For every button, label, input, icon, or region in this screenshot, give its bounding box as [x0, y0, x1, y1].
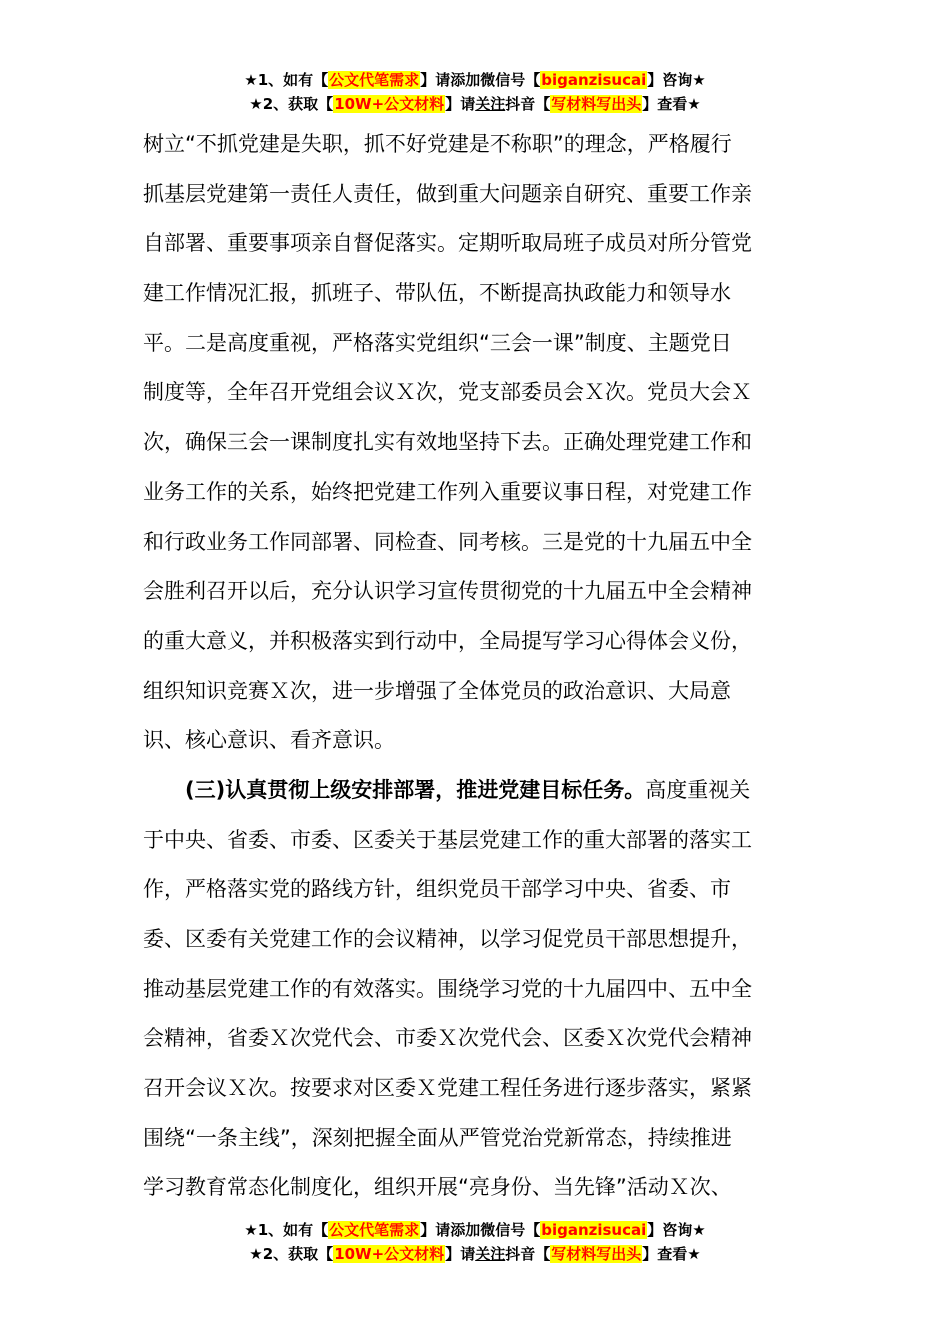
highlight-wechat-id: biganzisucai: [541, 1221, 647, 1239]
highlight-materials: 10W+公文材料: [334, 1245, 445, 1263]
body-line: 于中央、省委、市委、区委关于基层党建工作的重大部署的落实工: [143, 827, 752, 852]
body-line: 组织知识竞赛Ｘ次，进一步增强了全体党员的政治意识、大局意: [143, 678, 731, 703]
body-text: 高度重视关: [645, 777, 751, 802]
body-line: 平。二是高度重视，严格落实党组织“三会一课”制度、主题党日: [143, 330, 732, 355]
banner-text: 】请添加微信号【: [420, 71, 541, 89]
banner-line-1: [0, 1218, 950, 1242]
body-line: 学习教育常态化制度化，组织开展“亮身份、当先锋”活动Ｘ次、: [143, 1175, 732, 1200]
highlight-douyin: 写材料写出头: [551, 1245, 642, 1263]
section-3-first-line: [143, 766, 811, 816]
body-line: 作，严格落实党的路线方针，组织党员干部学习中央、省委、市: [143, 877, 731, 902]
banner-text: 】查看★: [642, 95, 701, 113]
banner-text: 】咨询★: [647, 1221, 706, 1239]
body-line: 围绕“一条主线”，深刻把握全面从严管党治党新常态，持续推进: [143, 1125, 732, 1150]
banner-text: 抖音【: [505, 1245, 551, 1263]
body-line: 建工作情况汇报，抓班子、带队伍，不断提高执政能力和领导水: [143, 281, 731, 306]
body-line: 业务工作的关系，始终把党建工作列入重要议事日程，对党建工作: [143, 479, 752, 504]
banner-text: ★1、如有【: [244, 1221, 329, 1239]
banner-text: 抖音【: [505, 95, 551, 113]
body-line: 抓基层党建第一责任人责任，做到重大问题亲自研究、重要工作亲: [143, 181, 752, 206]
highlight-service: 公文代笔需求: [329, 1221, 420, 1239]
body-line: 和行政业务工作同部署、同检查、同考核。三是党的十九届五中全: [143, 529, 752, 554]
banner-underline: 关注: [475, 1245, 506, 1263]
highlight-materials: 10W+公文材料: [334, 95, 445, 113]
body-line: 制度等，全年召开党组会议Ｘ次，党支部委员会Ｘ次。党员大会Ｘ: [143, 380, 752, 405]
body-line: 会精神，省委Ｘ次党代会、市委Ｘ次党代会、区委Ｘ次党代会精神: [143, 1026, 752, 1051]
body-line: 推动基层党建工作的有效落实。围绕学习党的十九届四中、五中全: [143, 976, 752, 1001]
banner-text: ★2、获取【: [249, 95, 334, 113]
body-line: 自部署、重要事项亲自督促落实。定期听取局班子成员对所分管党: [143, 231, 752, 256]
banner-text: 】查看★: [642, 1245, 701, 1263]
banner-text: ★2、获取【: [249, 1245, 334, 1263]
highlight-service: 公文代笔需求: [329, 71, 420, 89]
banner-text: 】请: [445, 95, 476, 113]
banner-line-1: [0, 68, 950, 92]
banner-underline: 关注: [475, 95, 506, 113]
body-line: 委、区委有关党建工作的会议精神，以学习促党员干部思想提升，: [143, 927, 752, 951]
highlight-douyin: 写材料写出头: [551, 95, 642, 113]
bottom-banner: [0, 1218, 950, 1266]
document-body: [143, 120, 811, 1213]
body-line: 树立“不抓党建是失职，抓不好党建是不称职”的理念，严格履行: [143, 132, 732, 156]
top-banner: [0, 68, 950, 116]
highlight-wechat-id: biganzisucai: [541, 71, 647, 89]
body-line: 次，确保三会一课制度扎实有效地坚持下去。正确处理党建工作和: [143, 430, 752, 455]
banner-text: 】请: [445, 1245, 476, 1263]
section-3-heading: (三)认真贯彻上级安排部署，推进党建目标任务。: [185, 777, 646, 802]
banner-line-2: [0, 1242, 950, 1266]
banner-line-2: [0, 92, 950, 116]
banner-text: ★1、如有【: [244, 71, 329, 89]
banner-text: 】咨询★: [647, 71, 706, 89]
body-line: 会胜利召开以后，充分认识学习宣传贯彻党的十九届五中全会精神: [143, 579, 752, 604]
banner-text: 】请添加微信号【: [420, 1221, 541, 1239]
body-line: 识、核心意识、看齐意识。: [143, 728, 395, 753]
body-line: 召开会议Ｘ次。按要求对区委Ｘ党建工程任务进行逐步落实，紧紧: [143, 1076, 752, 1101]
body-line: 的重大意义，并积极落实到行动中，全局提写学习心得体会义份，: [143, 628, 752, 653]
